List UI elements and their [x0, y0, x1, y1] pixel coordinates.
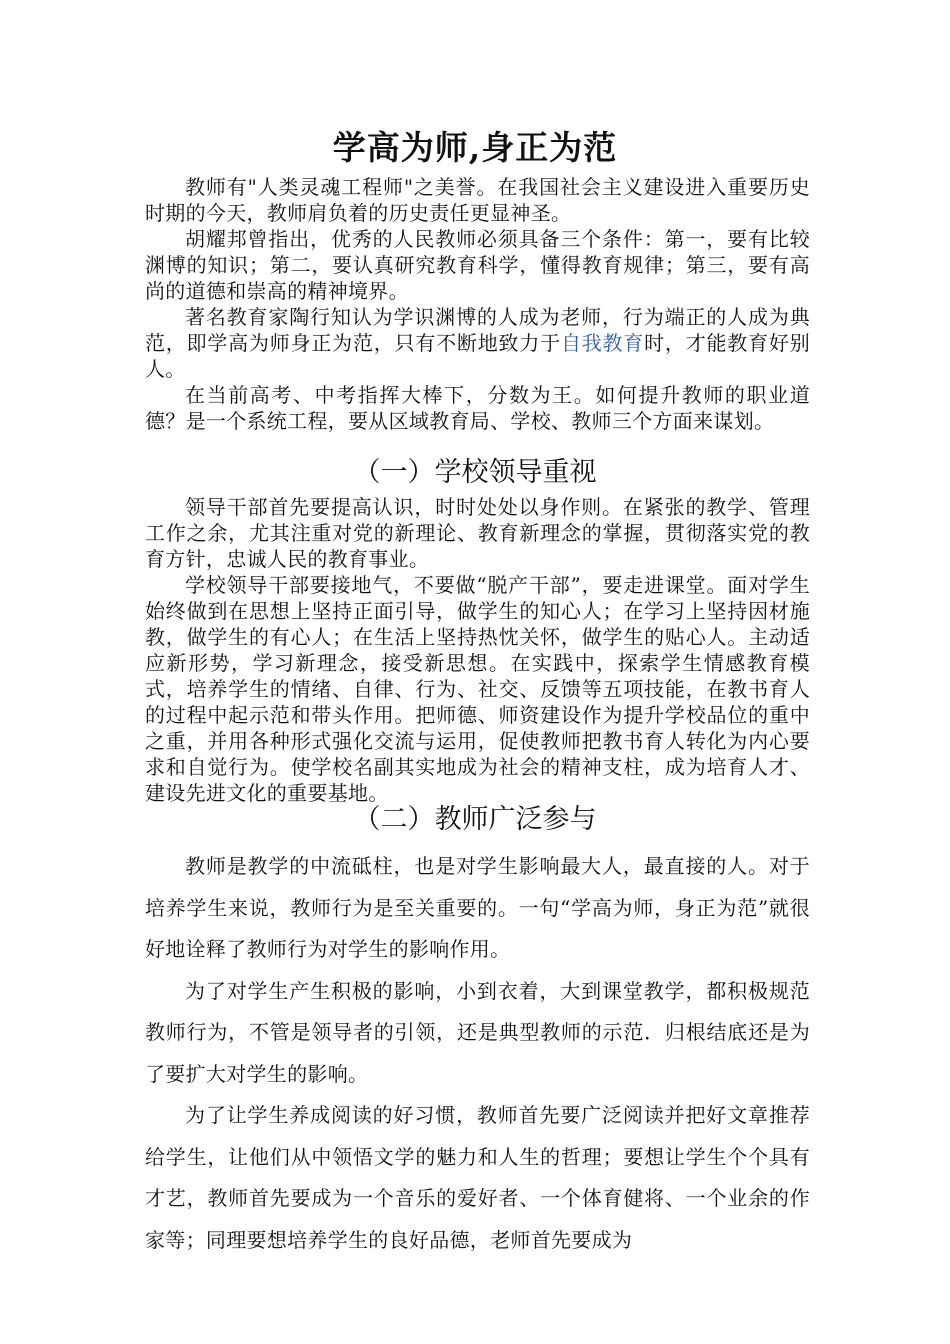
paragraph: 教师是教学的中流砥柱，也是对学生影响最大人，最直接的人。对于培养学生来说，教师行为是至关重要的。一句“学高为师，身正为范”就很好地诠释了教师行为对学生的影响作用。 — [145, 854, 810, 961]
section-heading-2: （二）教师广泛参与 — [353, 804, 597, 835]
paragraph: 胡耀邦曾指出，优秀的人民教师必须具备三个条件：第一，要有比较渊博的知识；第二，要认真研究教育科学，懂得教育规律；第三，要有高尚的道德和崇高的精神境界。 — [145, 227, 810, 303]
paragraph: 领导干部首先要提高认识，时时处处以身作则。在紧张的教学、管理工作之余，尤其注重对党的新理论、教育新理念的掌握，贯彻落实党的教育方针，忠诚人民的教育事业。 — [145, 495, 810, 571]
document-title: 学高为师,身正为范 — [332, 128, 618, 167]
section-1-body — [145, 494, 810, 806]
paragraph — [145, 304, 810, 382]
paragraph-text: 著名教育家陶行知认为学识渊博的人成为老师，行为端正的人成为典范，即学高为师身正为范，只有不断地致力于 — [145, 305, 810, 355]
intro-section — [145, 174, 810, 434]
section-2-body — [145, 846, 810, 1261]
paragraph: 教师有"人类灵魂工程师"之美誉。在我国社会主义建设进入重要历史时期的今天，教师肩负着的历史责任更显神圣。 — [145, 175, 810, 225]
paragraph: 在当前高考、中考指挥大棒下，分数为王。如何提升教师的职业道德？是一个系统工程，要从区域教育局、学校、教师三个方面来谋划。 — [145, 383, 810, 433]
section-heading-1: （一）学校领导重视 — [353, 457, 597, 488]
self-education-link[interactable]: 自我教育 — [560, 331, 645, 355]
paragraph: 为了让学生养成阅读的好习惯，教师首先要广泛阅读并把好文章推荐给学生，让他们从中领悟文学的魅力和人生的哲理；要想让学生个个具有才艺，教师首先要成为一个音乐的爱好者、一个体育健将、一个业余的作家等；同理要想培养学生的良好品德，老师首先要成为 — [145, 1103, 810, 1252]
paragraph: 为了对学生产生积极的影响，小到衣着，大到课堂教学，都积极规范教师行为，不管是领导者的引领，还是典型教师的示范．归根结底还是为了要扩大对学生的影响。 — [145, 978, 810, 1086]
paragraph: 学校领导干部要接地气，不要做“脱产干部”，要走进课堂。面对学生始终做到在思想上坚持正面引导，做学生的知心人；在学习上坚持因材施教，做学生的有心人；在生活上坚持热忱关怀，做学生的贴心人。主动适应新形势，学习新理念，接受新思想。在实践中，探索学生情感教育模式，培养学生的情绪、自律、行为、社交、反馈等五项技能，在教书育人的过程中起示范和带头作用。把师德、师资建设作为提升学校品位的重中之重，并用各种形式强化交流与运用，促使教师把教书育人转化为内心要求和自觉行为。使学校名副其实地成为社会的精神支柱，成为培育人才、建设先进文化的重要基地。 — [145, 573, 810, 805]
paragraph-text: 时，才能教育好别人。 — [145, 331, 811, 381]
